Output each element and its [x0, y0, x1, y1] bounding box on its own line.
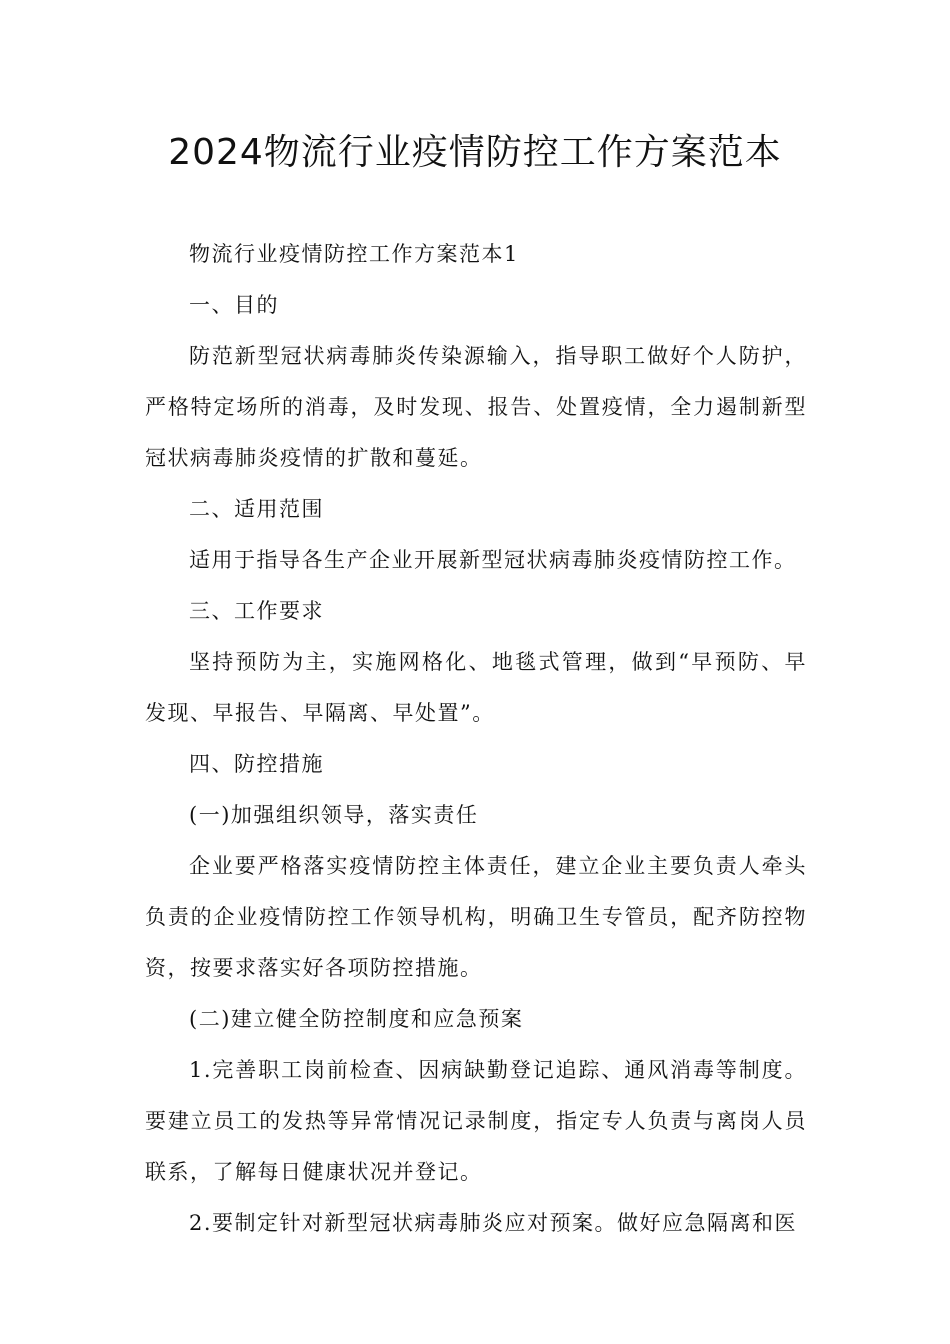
subheading-system: (二)建立健全防控制度和应急预案 [189, 1007, 524, 1031]
paragraph-requirements: 坚持预防为主，实施网格化、地毯式管理，做到“早预防、早发现、早报告、早隔离、早处置”。 [145, 650, 807, 725]
document-body [145, 229, 807, 1249]
paragraph-purpose: 防范新型冠状病毒肺炎传染源输入，指导职工做好个人防护，严格特定场所的消毒，及时发现、报告、处置疫情，全力遏制新型冠状病毒肺炎疫情的扩散和蔓延。 [145, 344, 807, 470]
heading-scope: 二、适用范围 [189, 497, 324, 521]
heading-purpose: 一、目的 [189, 293, 279, 317]
heading-requirements: 三、工作要求 [189, 599, 324, 623]
document-title: 2024物流行业疫情防控工作方案范本 [168, 132, 782, 173]
section-heading-1: 物流行业疫情防控工作方案范本1 [189, 242, 519, 266]
heading-measures: 四、防控措施 [189, 752, 324, 776]
paragraph-scope: 适用于指导各生产企业开展新型冠状病毒肺炎疫情防控工作。 [189, 548, 797, 572]
subheading-leadership: (一)加强组织领导，落实责任 [189, 803, 479, 827]
paragraph-system-2: 2.要制定针对新型冠状病毒肺炎应对预案。做好应急隔离和医 [189, 1211, 798, 1235]
paragraph-leadership: 企业要严格落实疫情防控主体责任，建立企业主要负责人牵头负责的企业疫情防控工作领导机构，明确卫生专管员，配齐防控物资，按要求落实好各项防控措施。 [145, 854, 807, 980]
paragraph-system-1: 1.完善职工岗前检查、因病缺勤登记追踪、通风消毒等制度。要建立员工的发热等异常情况记录制度，指定专人负责与离岗人员联系，了解每日健康状况并登记。 [145, 1058, 807, 1184]
